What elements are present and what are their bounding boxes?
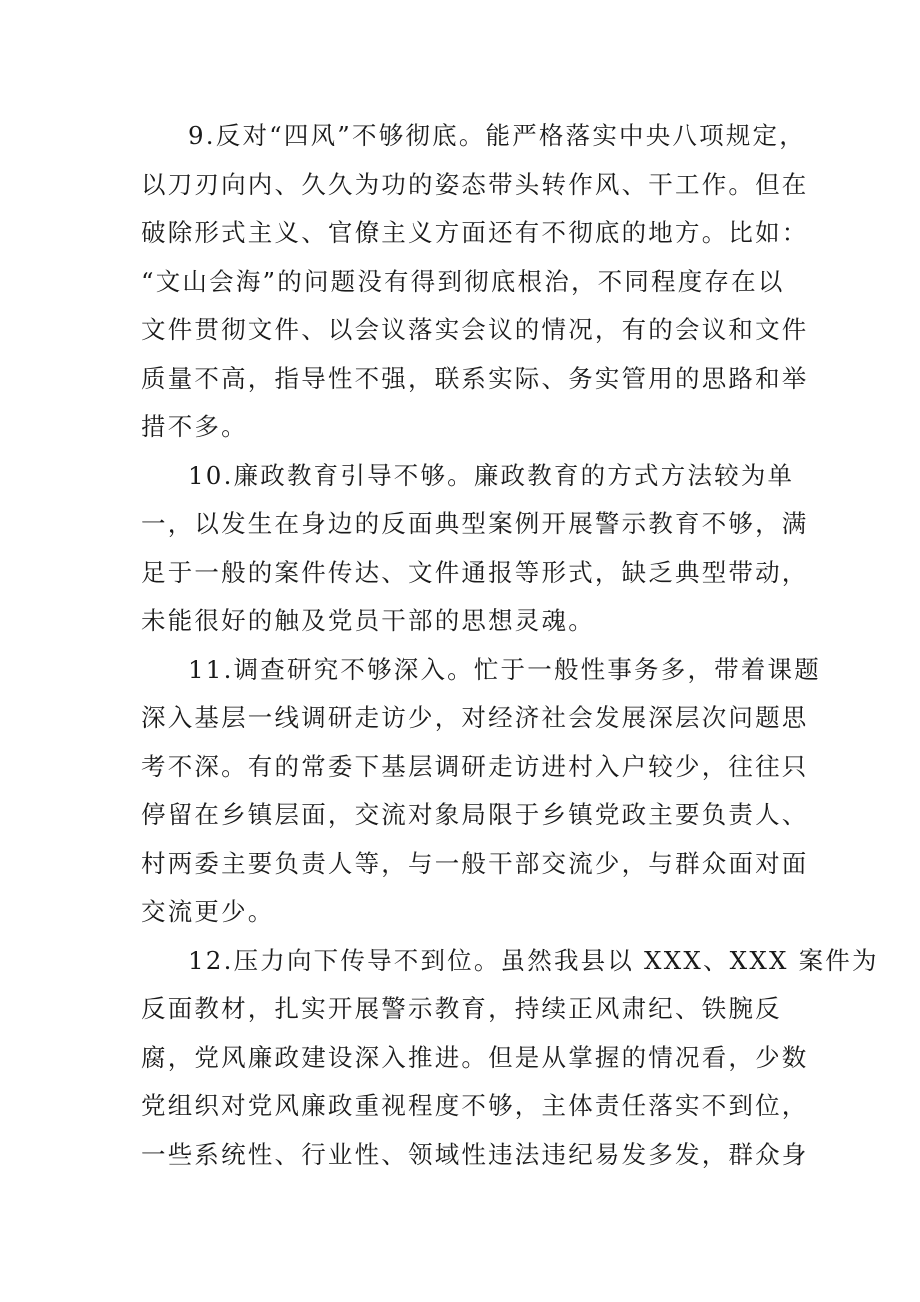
text-line: 11.调查研究不够深入。忙于一般性事务多，带着课题 <box>188 654 821 684</box>
text-line: 深入基层一线调研走访少，对经济社会发展深层次问题思 <box>141 703 809 732</box>
text-line: 村两委主要负责人等，与一般干部交流少，与群众面对面 <box>141 848 809 878</box>
text-line: 破除形式主义、官僚主义方面还有不彻底的地方。比如： <box>141 218 809 247</box>
text-line: 考不深。有的常委下基层调研走访进村入户较少，往往只 <box>141 751 809 781</box>
body-text <box>141 112 879 1179</box>
text-line: 党组织对党风廉政重视程度不够，主体责任落实不到位， <box>141 1091 809 1120</box>
text-line: 停留在乡镇层面，交流对象局限于乡镇党政主要负责人、 <box>141 800 809 829</box>
text-line: 质量不高，指导性不强，联系实际、务实管用的思路和举 <box>141 363 809 393</box>
text-line: 未能很好的触及党员干部的思想灵魂。 <box>141 606 595 635</box>
text-line: 一，以发生在身边的反面典型案例开展警示教育不够，满 <box>141 509 809 538</box>
text-line: 10.廉政教育引导不够。廉政教育的方式方法较为单 <box>188 460 795 490</box>
text-line: 交流更少。 <box>141 897 275 926</box>
text-line: 9.反对“四风”不够彻底。能严格落实中央八项规定， <box>188 121 806 150</box>
text-line: 反面教材，扎实开展警示教育，持续正风肃纪、铁腕反 <box>141 994 782 1023</box>
text-line: 措不多。 <box>141 412 248 441</box>
text-line: 文件贯彻文件、以会议落实会议的情况，有的会议和文件 <box>141 315 809 344</box>
text-line: 12.压力向下传导不到位。虽然我县以 XXX、XXX 案件为 <box>188 945 879 975</box>
text-line: 足于一般的案件传达、文件通报等形式，缺乏典型带动， <box>141 557 809 587</box>
text-line: 一些系统性、行业性、领域性违法违纪易发多发，群众身 <box>141 1139 809 1169</box>
text-line: “文山会海”的问题没有得到彻底根治，不同程度存在以 <box>141 266 785 296</box>
text-line: 腐，党风廉政建设深入推进。但是从掌握的情况看，少数 <box>141 1042 809 1072</box>
text-line: 以刀刃向内、久久为功的姿态带头转作风、干工作。但在 <box>141 169 809 199</box>
